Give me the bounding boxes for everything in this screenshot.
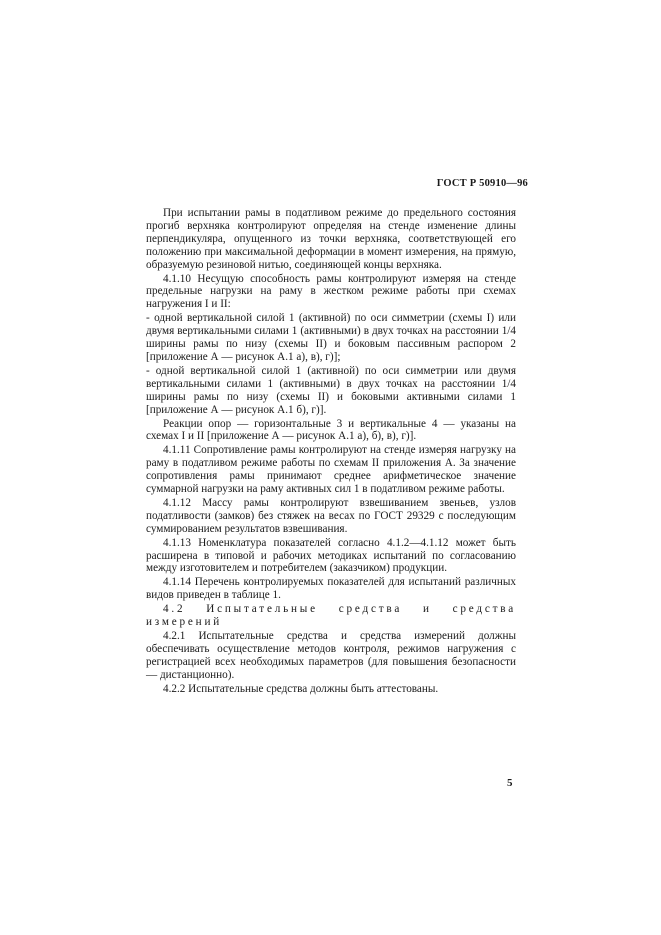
paragraph-4-1-10: 4.1.10 Несущую способность рамы контролируют измеряя на стенде предельные нагрузки на раму в жестком режиме работы при схемах нагружения I и II: — [146, 272, 516, 311]
paragraph-support-reactions: Реакции опор — горизонтальные 3 и вертикальные 4 — указаны на схемах I и II [приложение А — рисунок А.1 а), б), в), г)]. — [146, 417, 516, 443]
document-body — [146, 207, 516, 697]
paragraph-4-1-12: 4.1.12 Массу рамы контролируют взвешиванием звеньев, узлов податливости (замков) без стяжек на весах по ГОСТ 29329 с последующим суммированием результатов взвешивания. — [146, 496, 516, 535]
document-code-header: ГОСТ Р 50910—96 — [436, 178, 528, 189]
paragraph-deflection: При испытании рамы в податливом режиме до предельного состояния прогиб верхняка контролируют определяя на стенде изменение длины перпендикуляра, опущенного из точки верхняка, соответствующей его положению при максимальной деформации в момент измерения, на прямую, образуемую резиновой нитью, соединяющей концы верхняка. — [146, 207, 516, 271]
paragraph-4-1-14: 4.1.14 Перечень контролируемых показателей для испытаний различных видов приведен в таблице 1. — [146, 576, 516, 602]
list-item-scheme-2: - одной вертикальной силой 1 (активной) по оси симметрии или двумя вертикальными силами 1 (активными) в двух точках на расстоянии 1/4 ширины рамы по низу (схемы II) и боковыми активными силами 1 [приложение А — рисунок А.1 б), г)]. — [146, 364, 516, 416]
section-heading-4-2: 4.2 Испытательные средства и средства измерений — [146, 603, 516, 629]
paragraph-4-1-13: 4.1.13 Номенклатура показателей согласно 4.1.2—4.1.12 может быть расширена в типовой и рабочих методиках испытаний по согласованию между изготовителем и потребителем (заказчиком) продукции. — [146, 536, 516, 575]
list-item-scheme-1: - одной вертикальной силой 1 (активной) по оси симметрии (схемы I) или двумя вертикальными силами 1 (активными) в двух точках на расстоянии 1/4 ширины рамы по низу (схемы II) и боковым пассивным распором 2 [приложение А — рисунок А.1 а), в), г)]; — [146, 312, 516, 363]
page-number: 5 — [507, 777, 513, 789]
paragraph-4-1-11: 4.1.11 Сопротивление рамы контролируют на стенде измеряя нагрузку на раму в податливом режиме работы по схемам II приложения А. За значение сопротивления рамы принимают среднее арифметическое значение суммарной нагрузки на раму активных сил 1 в податливом режиме работы. — [146, 444, 516, 496]
paragraph-4-2-2: 4.2.2 Испытательные средства должны быть аттестованы. — [163, 682, 439, 695]
paragraph-4-2-1: 4.2.1 Испытательные средства и средства измерений должны обеспечивать осуществление методов контроля, режимов нагружения с регистрацией всех необходимых параметров (для повышения безопасности — дистанционно). — [146, 630, 516, 681]
